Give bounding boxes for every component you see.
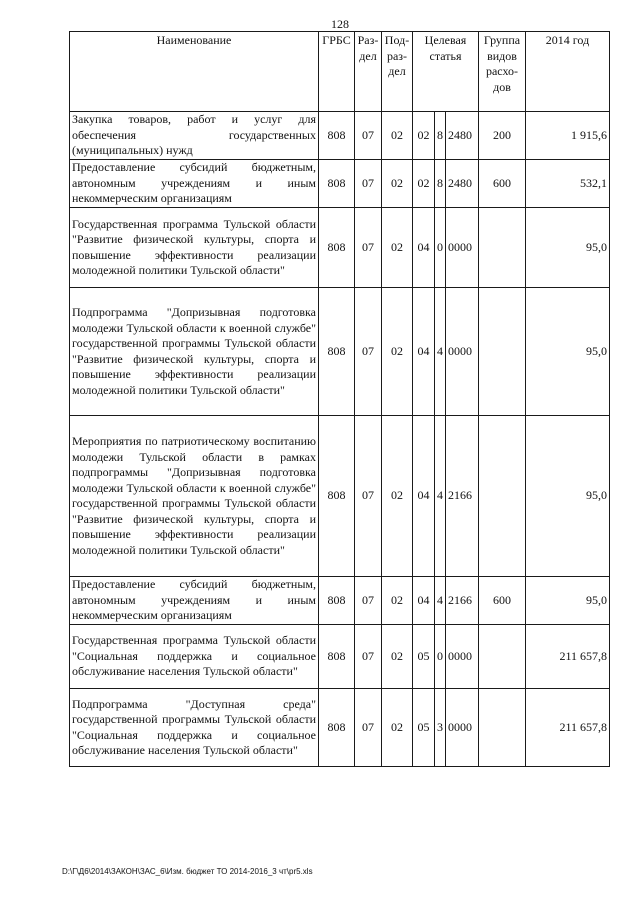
header-name: Наименование <box>70 32 319 112</box>
row-target-subprogram: 4 <box>435 416 446 577</box>
row-name: Предоставление субсидий бюджетным, автономным учреждениям и иным некоммерческим организациям <box>70 577 319 625</box>
row-grbs: 808 <box>319 208 355 288</box>
row-name: Государственная программа Тульской области "Социальная поддержка и социальное обслуживание населения Тульской области" <box>70 625 319 689</box>
row-grbs: 808 <box>319 112 355 160</box>
row-target-direction: 2166 <box>446 577 479 625</box>
row-target-program: 04 <box>413 288 435 416</box>
table-row <box>70 208 610 288</box>
row-podrazdel: 02 <box>382 577 413 625</box>
row-razdel: 07 <box>355 416 382 577</box>
row-razdel: 07 <box>355 208 382 288</box>
header-row <box>70 32 610 112</box>
row-target-program: 02 <box>413 160 435 208</box>
row-amount: 532,1 <box>526 160 610 208</box>
row-expense-group <box>479 416 526 577</box>
header-expense-group: Группа видов расхо- дов <box>479 32 526 112</box>
row-amount: 95,0 <box>526 416 610 577</box>
row-razdel: 07 <box>355 577 382 625</box>
row-amount: 95,0 <box>526 577 610 625</box>
row-name: Государственная программа Тульской области "Развитие физической культуры, спорта и повышение эффективности реализации молодежной политики Тульской области" <box>70 208 319 288</box>
row-grbs: 808 <box>319 625 355 689</box>
row-expense-group: 600 <box>479 577 526 625</box>
table-row <box>70 288 610 416</box>
row-expense-group <box>479 288 526 416</box>
row-grbs: 808 <box>319 416 355 577</box>
row-name: Подпрограмма "Доступная среда" государственной программы Тульской области "Социальная поддержка и социальное обслуживание населения Тульской области" <box>70 689 319 767</box>
row-expense-group <box>479 689 526 767</box>
row-podrazdel: 02 <box>382 112 413 160</box>
row-target-subprogram: 8 <box>435 112 446 160</box>
page-number: 128 <box>331 17 349 31</box>
row-target-subprogram: 4 <box>435 288 446 416</box>
header-target-article: Целевая статья <box>413 32 479 112</box>
row-target-program: 02 <box>413 112 435 160</box>
header-year-2014: 2014 год <box>526 32 610 112</box>
row-expense-group <box>479 625 526 689</box>
table-row <box>70 689 610 767</box>
row-podrazdel: 02 <box>382 689 413 767</box>
row-target-program: 05 <box>413 689 435 767</box>
table-row <box>70 577 610 625</box>
row-target-program: 05 <box>413 625 435 689</box>
row-amount: 95,0 <box>526 208 610 288</box>
row-target-direction: 2480 <box>446 160 479 208</box>
row-target-direction: 0000 <box>446 208 479 288</box>
row-target-direction: 2480 <box>446 112 479 160</box>
row-podrazdel: 02 <box>382 208 413 288</box>
table-row <box>70 416 610 577</box>
row-razdel: 07 <box>355 625 382 689</box>
row-razdel: 07 <box>355 689 382 767</box>
row-grbs: 808 <box>319 288 355 416</box>
budget-table <box>69 31 610 767</box>
row-podrazdel: 02 <box>382 160 413 208</box>
row-grbs: 808 <box>319 160 355 208</box>
row-amount: 95,0 <box>526 288 610 416</box>
row-podrazdel: 02 <box>382 416 413 577</box>
row-target-direction: 2166 <box>446 416 479 577</box>
row-target-subprogram: 0 <box>435 625 446 689</box>
row-target-program: 04 <box>413 208 435 288</box>
row-grbs: 808 <box>319 689 355 767</box>
header-razdel: Раз- дел <box>355 32 382 112</box>
row-expense-group: 600 <box>479 160 526 208</box>
table-row <box>70 625 610 689</box>
row-name: Мероприятия по патриотическому воспитанию молодежи Тульской области в рамках подпрограммы "Допризывная подготовка молодежи Тульской области к военной службе" государственной программы Тульской области "Развитие физической культуры, спорта и повышение эффективности реализации молодежной политики Тульской области" <box>70 416 319 577</box>
row-target-subprogram: 3 <box>435 689 446 767</box>
row-target-direction: 0000 <box>446 288 479 416</box>
row-expense-group <box>479 208 526 288</box>
row-amount: 211 657,8 <box>526 625 610 689</box>
row-razdel: 07 <box>355 112 382 160</box>
row-target-subprogram: 4 <box>435 577 446 625</box>
row-razdel: 07 <box>355 160 382 208</box>
table-row <box>70 112 610 160</box>
row-name: Предоставление субсидий бюджетным, автономным учреждениям и иным некоммерческим организациям <box>70 160 319 208</box>
row-target-direction: 0000 <box>446 689 479 767</box>
row-podrazdel: 02 <box>382 288 413 416</box>
header-grbs: ГРБС <box>319 32 355 112</box>
row-target-subprogram: 0 <box>435 208 446 288</box>
table-row <box>70 160 610 208</box>
row-target-program: 04 <box>413 577 435 625</box>
row-razdel: 07 <box>355 288 382 416</box>
row-name: Закупка товаров, работ и услуг для обеспечения государственных (муниципальных) нужд <box>70 112 319 160</box>
file-path-footer: D:\Г\Д6\2014\ЗАКОН\ЗАС_6\Изм. бюджет ТО 2014-2016_3 чт\pr5.xls <box>62 867 313 876</box>
row-target-subprogram: 8 <box>435 160 446 208</box>
row-target-direction: 0000 <box>446 625 479 689</box>
row-grbs: 808 <box>319 577 355 625</box>
header-podrazdel: Под- раз- дел <box>382 32 413 112</box>
row-podrazdel: 02 <box>382 625 413 689</box>
row-name: Подпрограмма "Допризывная подготовка молодежи Тульской области к военной службе" государственной программы Тульской области "Развитие физической культуры, спорта и повышение эффективности реализации молодежной политики Тульской области" <box>70 288 319 416</box>
row-amount: 1 915,6 <box>526 112 610 160</box>
row-target-program: 04 <box>413 416 435 577</box>
row-expense-group: 200 <box>479 112 526 160</box>
row-amount: 211 657,8 <box>526 689 610 767</box>
